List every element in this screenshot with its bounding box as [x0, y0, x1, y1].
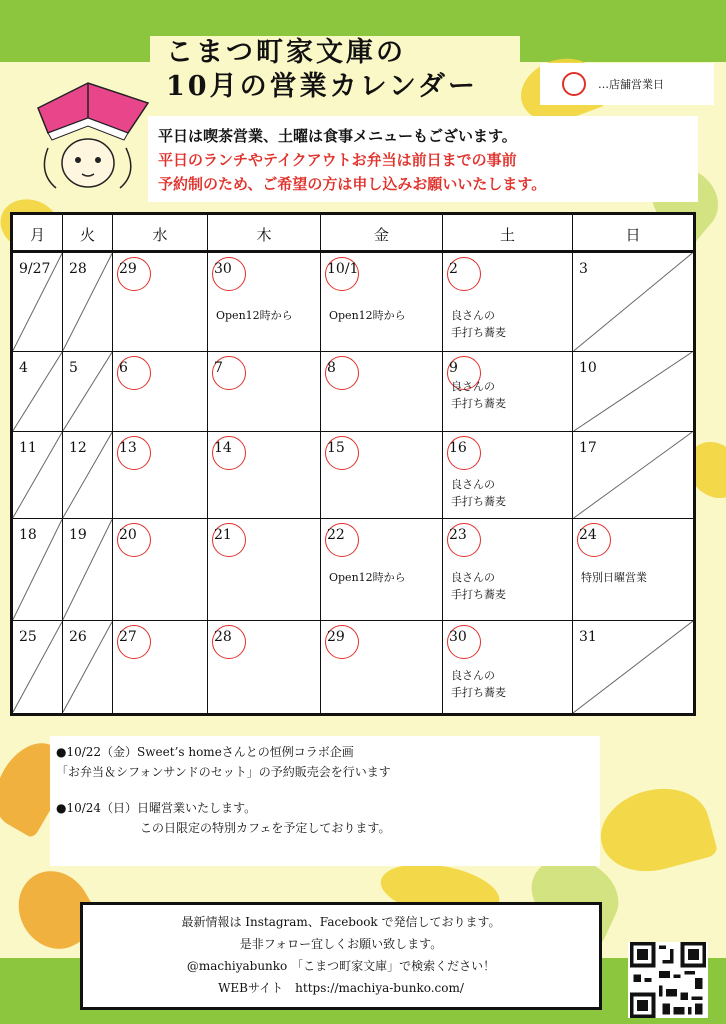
day-number: 2 — [449, 261, 458, 277]
calendar-day-cell — [208, 352, 321, 431]
header-cell: 水 — [113, 215, 208, 253]
day-number: 9 — [449, 360, 458, 376]
day-number: 21 — [214, 527, 232, 543]
notice-box — [148, 116, 698, 202]
day-note: Open12時から — [329, 571, 406, 584]
header-cell: 金 — [321, 215, 443, 253]
calendar-day-cell — [443, 352, 573, 431]
footer-line-4[interactable]: WEBサイト https://machiya-bunko.com/ — [218, 981, 464, 995]
legend-label: …店舗営業日 — [598, 78, 664, 91]
calendar-week-row — [13, 253, 693, 352]
day-number: 24 — [579, 527, 597, 543]
calendar-day-cell — [13, 352, 63, 431]
title-line-2: 10月の営業カレンダー — [166, 71, 478, 102]
info-box — [50, 736, 600, 866]
day-note: 良さんの 手打ち蕎麦 — [451, 380, 506, 410]
calendar-day-cell — [321, 432, 443, 518]
day-number: 6 — [119, 360, 128, 376]
day-number: 19 — [69, 527, 87, 543]
calendar-day-cell — [208, 432, 321, 518]
calendar-week-row — [13, 519, 693, 621]
day-note: Open12時から — [329, 309, 406, 322]
notice-line-1: 平日は喫茶営業、土曜は食事メニューもございます。 — [158, 127, 517, 145]
day-note: 良さんの 手打ち蕎麦 — [451, 669, 506, 699]
calendar-day-cell — [113, 253, 208, 351]
calendar-day-cell — [63, 253, 113, 351]
day-number: 26 — [69, 629, 87, 645]
day-number: 11 — [19, 440, 37, 456]
day-number: 5 — [69, 360, 78, 376]
info-line-4: この日限定の特別カフェを予定しております。 — [56, 821, 391, 835]
header-cell: 日 — [625, 225, 641, 244]
day-number: 10/1 — [327, 261, 359, 277]
day-number: 17 — [579, 440, 597, 456]
notice-line-2: 平日のランチやテイクアウトお弁当は前日までの事前 — [158, 151, 517, 169]
header-cell: 木 — [208, 215, 321, 253]
calendar-day-cell — [443, 519, 573, 620]
calendar-day-cell — [321, 519, 443, 620]
day-number: 28 — [69, 261, 87, 277]
title-line-1: こまつ町家文庫の — [166, 37, 406, 68]
header-cell: 月 — [13, 215, 63, 253]
mascot-reading-girl-icon — [28, 78, 158, 198]
header-cell: 土 — [443, 215, 573, 253]
day-number: 22 — [327, 527, 345, 543]
day-number: 9/27 — [19, 261, 51, 277]
calendar-day-cell — [573, 621, 693, 713]
calendar-day-cell — [573, 432, 693, 518]
day-number: 15 — [327, 440, 345, 456]
calendar-day-cell — [63, 352, 113, 431]
day-number: 7 — [214, 360, 223, 376]
calendar-day-cell — [208, 621, 321, 713]
info-line-1: ●10/22（金）Sweet’s homeさんとの恒例コラボ企画 — [56, 745, 354, 759]
calendar-day-cell — [13, 253, 63, 351]
notice-line-3: 予約制のため、ご希望の方は申し込みお願いいたします。 — [158, 175, 547, 193]
footer-line-3: @machiyabunko 「こまつ町家文庫」で検索ください！ — [186, 959, 496, 973]
calendar-day-cell — [63, 519, 113, 620]
footer-line-1: 最新情報は Instagram、Facebook で発信しております。 — [181, 915, 501, 929]
calendar-day-cell — [443, 621, 573, 713]
day-note: Open12時から — [216, 309, 293, 322]
calendar-header — [13, 215, 693, 253]
day-number: 20 — [119, 527, 137, 543]
calendar-day-cell — [63, 432, 113, 518]
day-note: 良さんの 手打ち蕎麦 — [451, 571, 506, 601]
day-note: 特別日曜営業 — [581, 571, 647, 584]
calendar-week-row — [13, 621, 693, 713]
day-number: 3 — [579, 261, 588, 277]
day-number: 30 — [214, 261, 232, 277]
calendar-day-cell — [443, 253, 573, 351]
calendar-day-cell — [113, 621, 208, 713]
calendar-day-cell — [321, 352, 443, 431]
calendar-day-cell — [13, 432, 63, 518]
day-number: 16 — [449, 440, 467, 456]
day-number: 30 — [449, 629, 467, 645]
calendar-day-cell — [208, 519, 321, 620]
red-circle-icon — [562, 72, 586, 96]
day-number: 29 — [327, 629, 345, 645]
day-number: 14 — [214, 440, 232, 456]
day-number: 13 — [119, 440, 137, 456]
info-line-3: ●10/24（日）日曜営業いたします。 — [56, 801, 257, 815]
header-cell: 火 — [63, 215, 113, 253]
day-number: 18 — [19, 527, 37, 543]
calendar-day-cell — [321, 253, 443, 351]
day-number: 12 — [69, 440, 87, 456]
day-number: 8 — [327, 360, 336, 376]
calendar-week-row — [13, 352, 693, 432]
day-note: 良さんの 手打ち蕎麦 — [451, 478, 506, 508]
day-number: 31 — [579, 629, 597, 645]
ginkgo-leaf-icon — [592, 777, 719, 883]
calendar-day-cell — [443, 432, 573, 518]
calendar-day-cell — [208, 253, 321, 351]
calendar-day-cell — [113, 519, 208, 620]
footer-line-2: 是非フォロー宜しくお願い致します。 — [239, 937, 443, 951]
day-number: 10 — [579, 360, 597, 376]
calendar-day-cell — [63, 621, 113, 713]
day-number: 29 — [119, 261, 137, 277]
qr-code-icon[interactable] — [628, 942, 708, 1018]
day-number: 23 — [449, 527, 467, 543]
day-number: 27 — [119, 629, 137, 645]
calendar-table — [10, 212, 696, 716]
calendar-day-cell — [573, 352, 693, 431]
calendar-day-cell — [113, 432, 208, 518]
calendar-day-cell — [321, 621, 443, 713]
day-note: 良さんの 手打ち蕎麦 — [451, 309, 506, 339]
day-number: 28 — [214, 629, 232, 645]
info-line-2: 「お弁当＆シフォンサンドのセット」の予約販売会を行います — [56, 765, 391, 779]
day-number: 25 — [19, 629, 37, 645]
calendar-day-cell — [573, 253, 693, 351]
title-box — [150, 36, 520, 108]
closed-slash-icon — [573, 253, 693, 351]
calendar-day-cell — [113, 352, 208, 431]
legend — [540, 63, 714, 105]
footer-box — [80, 902, 602, 1010]
calendar-day-cell — [13, 519, 63, 620]
calendar-week-row — [13, 432, 693, 519]
day-number: 4 — [19, 360, 28, 376]
calendar-day-cell — [13, 621, 63, 713]
calendar-day-cell — [573, 519, 693, 620]
